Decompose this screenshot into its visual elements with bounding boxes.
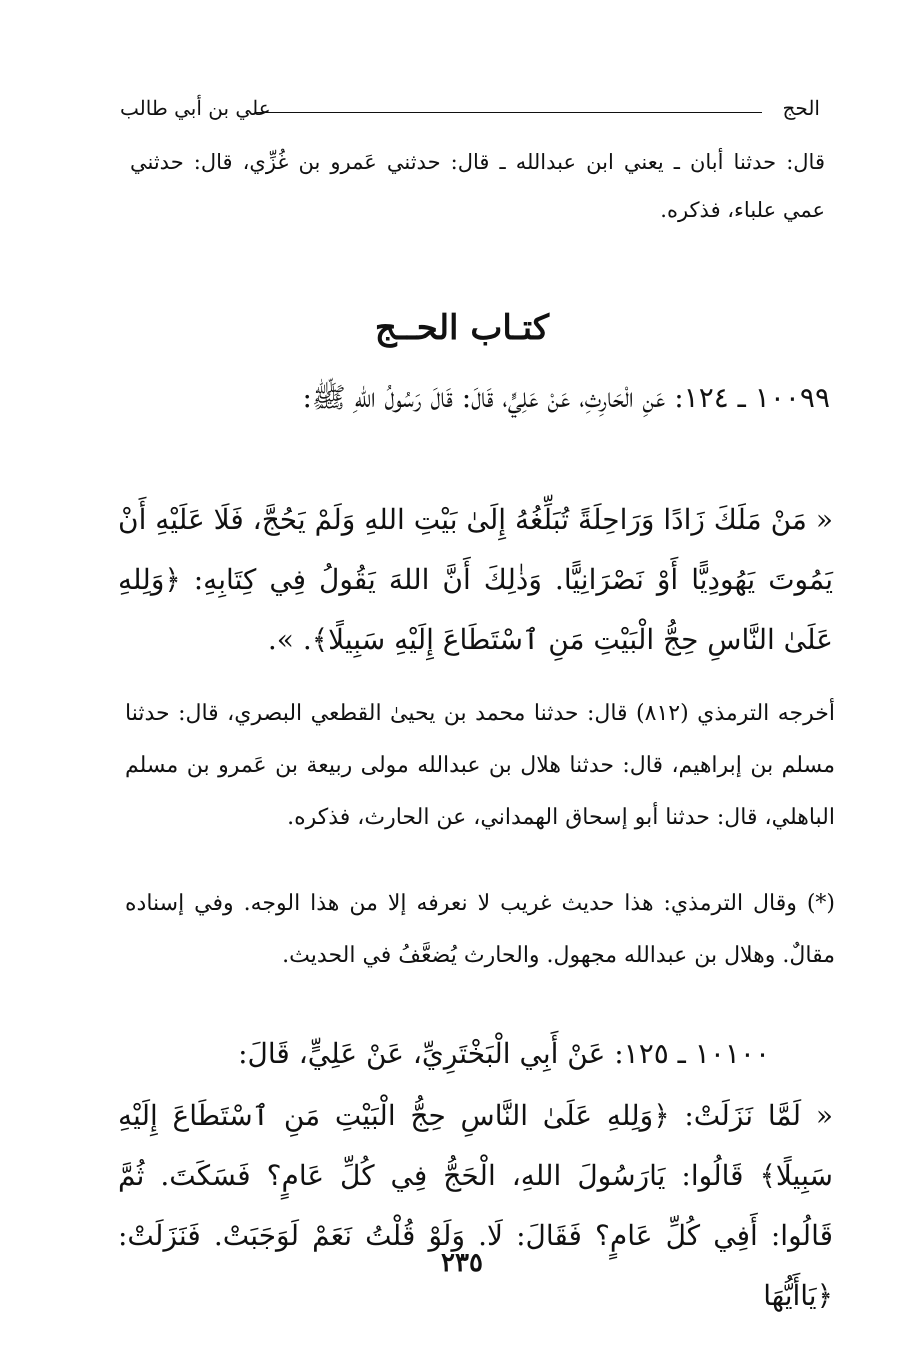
hadith-2-text: « لَمَّا نَزَلَتْ: ﴿وَلِلهِ عَلَىٰ النَّاسِ حِجُّ الْبَيْتِ مَنِ ٱسْتَطَاعَ إِلَيْهِ سَبِيلًا﴾ قَالُوا: يَارَسُولَ اللهِ، الْحَجُّ فِي كُلِّ عَامٍ؟ فَسَكَتَ. ثُمَّ قَالُوا: أَفِي كُلِّ عَامٍ؟ فَقَالَ: لَا. وَلَوْ قُلْتُ نَعَمْ لَوَجَبَتْ. فَنَزَلَتْ: ﴿يَاأَيُّهَا [118, 1099, 833, 1312]
takhrij-paragraph: أخرجه الترمذي (٨١٢) قال: حدثنا محمد بن يحيىٰ القطعي البصري، قال: حدثنا مسلم بن إبراهيم، قال: حدثنا هلال بن عبدالله مولى ربيعة بن عَمرو بن مسلم الباهلي، قال: حدثنا أبو إسحاق الهمداني، عن الحارث، فذكره. [125, 701, 835, 830]
tirmidhi-note: (*) وقال الترمذي: هذا حديث غريب لا نعرفه إلا من هذا الوجه. وفي إسناده مقالٌ. وهلال بن عبدالله مجهول. والحارث يُضعَّفُ في الحديث. [125, 891, 835, 968]
header-rule [255, 112, 762, 113]
intro-paragraph: قال: حدثنا أبان ـ يعني ابن عبدالله ـ قال: حدثني عَمرو بن غُزِّي، قال: حدثني عمي علباء، فذكره. [130, 150, 825, 222]
hadith-2-heading: ١٠١٠٠ ـ ١٢٥: عَنْ أَبِي الْبَخْتَرِيِّ، عَنْ عَلِيٍّ، قَالَ: [238, 1037, 770, 1070]
hadith-1-heading: ١٠٠٩٩ ـ ١٢٤: عَنِ الْحَارِثِ، عَنْ عَلِيٍّ، قَالَ: قَالَ رَسُولُ اللهِ ﷺ: [302, 381, 830, 414]
hadith-1-text: « مَنْ مَلَكَ زَادًا وَرَاحِلَةً تُبَلِّغُهُ إِلَىٰ بَيْتِ اللهِ وَلَمْ يَحُجَّ، فَلَا عَلَيْهِ أَنْ يَمُوتَ يَهُودِيًّا أَوْ نَصْرَانِيًّا. وَذٰلِكَ أَنَّ اللهَ يَقُولُ فِي كِتَابِهِ: ﴿وَلِلهِ عَلَىٰ النَّاسِ حِجُّ الْبَيْتِ مَنِ ٱسْتَطَاعَ إِلَيْهِ سَبِيلًا﴾. ». [118, 503, 833, 656]
header-author: علي بن أبي طالب [120, 96, 271, 120]
page-number: ٢٣٥ [441, 1248, 483, 1278]
section-title: كتـاب الحــج [374, 308, 550, 348]
header-chapter: الحج [782, 96, 820, 120]
running-header [120, 96, 820, 126]
